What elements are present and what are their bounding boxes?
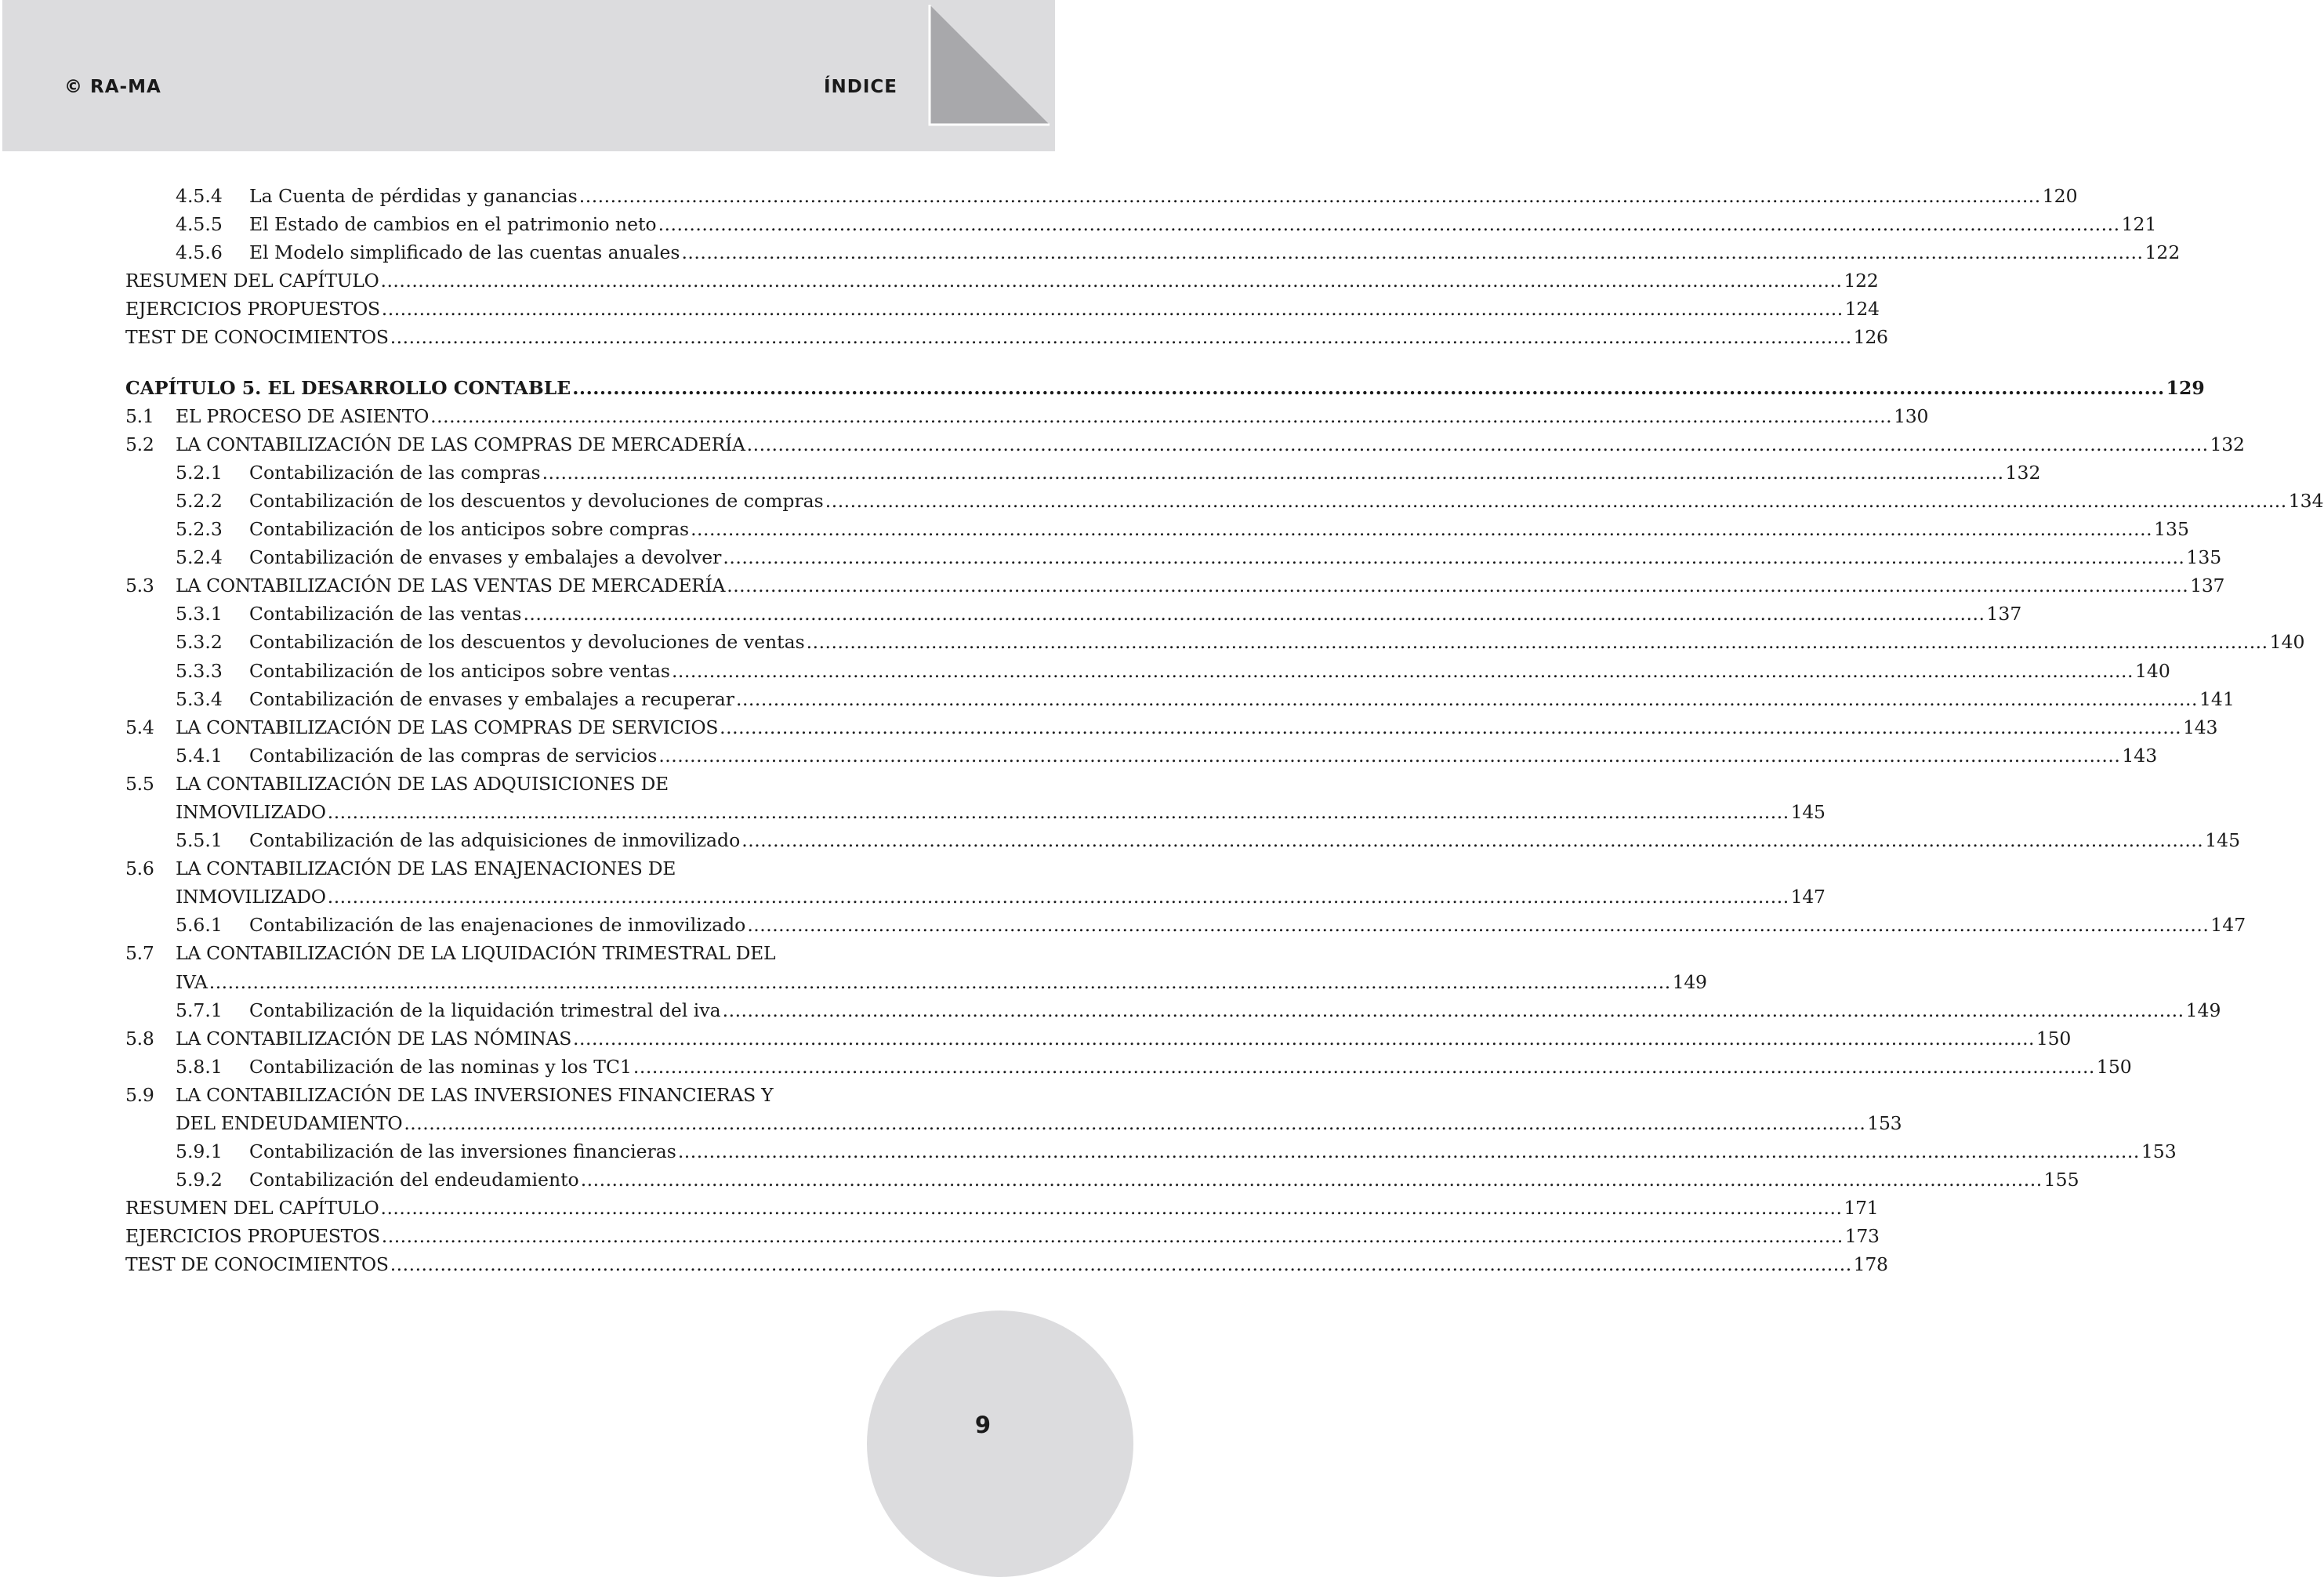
toc-dot-leader [542, 459, 2004, 487]
toc-dot-leader [573, 1024, 2035, 1053]
toc-entry-page: 155 [2043, 1169, 2079, 1191]
toc-entry-number: 4.5.6 [176, 241, 223, 264]
publisher-label: © RA-MA [64, 77, 161, 97]
toc-entry-title-continued: IVA [176, 970, 208, 993]
toc-entry-number: 5.2.3 [176, 518, 223, 541]
toc-entry-number: 5.8 [125, 1027, 154, 1050]
toc-entry [125, 1137, 2177, 1166]
toc-entry-title: Contabilización del endeudamiento [249, 1169, 579, 1191]
toc-entry-page: 140 [2269, 631, 2305, 654]
page-number-badge [867, 1311, 1133, 1577]
toc-entry [125, 487, 2324, 515]
toc-entry-page: 143 [2122, 744, 2158, 767]
toc-dot-leader [825, 487, 2287, 515]
toc-entry-number: 5.1 [125, 404, 154, 427]
toc-entry-page: 143 [2183, 716, 2218, 738]
toc-entry-page: 149 [1672, 970, 1707, 993]
toc-entry-number: 5.7.1 [176, 999, 223, 1021]
toc-entry [125, 770, 867, 798]
toc-entry-title: Contabilización de las enajenaciones de inmovilizado [249, 914, 746, 937]
toc-dot-leader [736, 685, 2198, 713]
toc-dot-leader [658, 741, 2120, 770]
toc-entry-number: 5.6.1 [176, 914, 223, 937]
toc-entry [125, 459, 2041, 487]
toc-dot-leader [723, 996, 2184, 1024]
toc-entry [125, 628, 2305, 656]
toc-entry-number: 5.3.2 [176, 631, 223, 654]
toc-entry-page: 132 [2005, 461, 2041, 484]
toc-chapter-heading [125, 374, 2205, 402]
toc-entry-number: 5.7 [125, 942, 154, 965]
toc-entry-number: 5.2.4 [176, 546, 223, 569]
toc-entry [125, 911, 2246, 939]
toc-entry-page: 122 [2145, 241, 2181, 264]
toc-entry-continuation [125, 883, 1825, 911]
toc-entry-title: LA CONTABILIZACIÓN DE LAS INVERSIONES FINANCIERAS Y [176, 1083, 774, 1106]
toc-entry [125, 1053, 2132, 1081]
toc-entry-title-continued: INMOVILIZADO [176, 886, 326, 908]
toc-dot-leader [572, 374, 2164, 402]
toc-entry [125, 238, 2181, 266]
toc-entry-title: Contabilización de los descuentos y devoluciones de ventas [249, 631, 805, 654]
toc-dot-leader [807, 628, 2268, 656]
toc-entry-title: LA CONTABILIZACIÓN DE LAS ADQUISICIONES DE [176, 772, 669, 795]
toc-entry-page: 122 [1844, 270, 1879, 292]
toc-entry-title: Contabilización de la liquidación trimestral del iva [249, 999, 721, 1021]
toc-entry [125, 685, 2235, 713]
toc-entry [125, 266, 1879, 295]
page-corner-fold [930, 5, 1051, 126]
table-of-contents [125, 182, 2324, 1279]
toc-entry-title-continued: DEL ENDEUDAMIENTO [176, 1112, 403, 1134]
toc-entry-number: 5.5 [125, 772, 154, 795]
toc-entry [125, 543, 2222, 571]
toc-dot-leader [747, 430, 2209, 459]
toc-entry-number: 5.3.4 [176, 687, 223, 710]
toc-dot-leader [741, 826, 2203, 854]
toc-entry-title: EL PROCESO DE ASIENTO [176, 404, 430, 427]
toc-entry-title: CAPÍTULO 5. EL DESARROLLO CONTABLE [125, 376, 571, 399]
toc-entry-page: 149 [2185, 999, 2221, 1021]
toc-entry-number: 5.6 [125, 857, 154, 880]
toc-entry-number: 4.5.4 [176, 185, 223, 207]
toc-dot-leader [723, 543, 2184, 571]
toc-entry-title: LA CONTABILIZACIÓN DE LAS NÓMINAS [176, 1027, 572, 1050]
toc-entry [125, 295, 1880, 323]
toc-entry-continuation [125, 968, 1707, 996]
toc-entry-page: 140 [2134, 659, 2170, 682]
toc-entry-page: 129 [2166, 376, 2205, 399]
toc-entry [125, 657, 2170, 685]
toc-entry-page: 150 [2096, 1055, 2132, 1078]
toc-entry-title: RESUMEN DEL CAPÍTULO [125, 270, 379, 292]
toc-entry-number: 5.2 [125, 433, 154, 455]
toc-dot-leader [678, 1137, 2140, 1166]
toc-dot-leader [390, 323, 1852, 351]
toc-entry [125, 430, 2245, 459]
toc-dot-leader [581, 1166, 2043, 1194]
toc-entry-page: 135 [2154, 518, 2189, 541]
toc-entry-title: Contabilización de las nominas y los TC1 [249, 1055, 632, 1078]
toc-entry-title: LA CONTABILIZACIÓN DE LAS COMPRAS DE MERCADERÍA [176, 433, 745, 455]
toc-entry-page: 178 [1853, 1253, 1888, 1276]
toc-dot-leader [390, 1250, 1852, 1278]
toc-dot-leader [579, 182, 2041, 210]
toc-entry [125, 1250, 1888, 1278]
toc-entry-number: 5.4 [125, 716, 154, 738]
toc-dot-leader [672, 657, 2134, 685]
toc-entry [125, 854, 867, 883]
toc-entry-page: 130 [1894, 404, 1929, 427]
toc-dot-leader [681, 238, 2143, 266]
toc-dot-leader [633, 1053, 2095, 1081]
toc-entry-title: Contabilización de las inversiones financieras [249, 1140, 676, 1163]
toc-entry-number: 5.5.1 [176, 829, 223, 852]
toc-entry-title: LA CONTABILIZACIÓN DE LA LIQUIDACIÓN TRIMESTRAL DEL [176, 942, 776, 965]
toc-entry-title: Contabilización de las ventas [249, 603, 522, 625]
toc-entry-title: Contabilización de los descuentos y devoluciones de compras [249, 489, 824, 512]
toc-entry-title: RESUMEN DEL CAPÍTULO [125, 1197, 379, 1220]
toc-dot-leader [380, 1194, 1842, 1222]
toc-dot-leader [720, 713, 2181, 741]
toc-entry-number: 5.9.2 [176, 1169, 223, 1191]
toc-entry-page: 135 [2186, 546, 2222, 569]
toc-dot-leader [382, 295, 1844, 323]
toc-entry-continuation [125, 798, 1825, 826]
toc-entry [125, 996, 2221, 1024]
toc-entry-title: Contabilización de las compras [249, 461, 541, 484]
section-title: ÍNDICE [823, 77, 897, 97]
toc-entry-page: 145 [1790, 800, 1825, 823]
toc-entry-number: 5.9 [125, 1083, 154, 1106]
toc-entry-page: 153 [1867, 1112, 1902, 1134]
toc-entry-page: 141 [2199, 687, 2235, 710]
toc-entry-title: TEST DE CONOCIMIENTOS [125, 326, 389, 349]
toc-entry [125, 515, 2189, 543]
toc-dot-leader [404, 1109, 1865, 1137]
toc-entry-title: LA CONTABILIZACIÓN DE LAS VENTAS DE MERCADERÍA [176, 575, 726, 597]
toc-dot-leader [691, 515, 2152, 543]
toc-entry-page: 132 [2210, 433, 2245, 455]
toc-entry-title: Contabilización de envases y embalajes a recuperar [249, 687, 734, 710]
toc-entry-title: LA CONTABILIZACIÓN DE LAS ENAJENACIONES DE [176, 857, 676, 880]
toc-entry-number: 5.2.2 [176, 489, 223, 512]
toc-entry-page: 145 [2205, 829, 2241, 852]
toc-entry-page: 134 [2288, 489, 2324, 512]
toc-entry-continuation [125, 1109, 1902, 1137]
toc-entry [125, 182, 2078, 210]
toc-entry-page: 153 [2141, 1140, 2177, 1163]
toc-dot-leader [747, 911, 2209, 939]
toc-dot-leader [328, 883, 1789, 911]
toc-dot-leader [658, 210, 2120, 238]
page-number: 9 [974, 1412, 992, 1438]
toc-entry [125, 713, 2218, 741]
toc-entry-page: 150 [2036, 1027, 2071, 1050]
toc-entry-title: EJERCICIOS PROPUESTOS [125, 1225, 380, 1248]
toc-entry [125, 1166, 2079, 1194]
toc-entry-title: La Cuenta de pérdidas y ganancias [249, 185, 578, 207]
toc-entry-title-continued: INMOVILIZADO [176, 800, 326, 823]
toc-entry-number: 5.3.3 [176, 659, 223, 682]
toc-entry [125, 571, 2225, 600]
toc-entry-page: 120 [2042, 185, 2078, 207]
toc-entry [125, 1222, 1880, 1250]
toc-dot-leader [328, 798, 1789, 826]
toc-entry-number: 5.2.1 [176, 461, 223, 484]
toc-entry-page: 171 [1844, 1197, 1879, 1220]
toc-entry-title: Contabilización de las compras de servicios [249, 744, 658, 767]
toc-entry-page: 137 [2190, 575, 2225, 597]
toc-entry [125, 600, 2022, 628]
toc-entry [125, 1024, 2071, 1053]
toc-entry-title: Contabilización de las adquisiciones de inmovilizado [249, 829, 741, 852]
toc-entry [125, 939, 867, 967]
toc-dot-leader [382, 1222, 1844, 1250]
toc-entry-number: 5.8.1 [176, 1055, 223, 1078]
toc-entry-title: El Modelo simplificado de las cuentas anuales [249, 241, 680, 264]
toc-entry [125, 1081, 867, 1109]
toc-entry-number: 5.3.1 [176, 603, 223, 625]
toc-entry-page: 137 [1986, 603, 2022, 625]
toc-entry-page: 126 [1853, 326, 1888, 349]
toc-entry-number: 5.4.1 [176, 744, 223, 767]
toc-entry-title: Contabilización de envases y embalajes a devolver [249, 546, 722, 569]
toc-entry-page: 147 [2210, 914, 2246, 937]
toc-entry-title: LA CONTABILIZACIÓN DE LAS COMPRAS DE SERVICIOS [176, 716, 719, 738]
toc-entry [125, 323, 1888, 351]
toc-entry-title: TEST DE CONOCIMIENTOS [125, 1253, 389, 1276]
toc-entry [125, 1194, 1879, 1222]
toc-entry-title: EJERCICIOS PROPUESTOS [125, 298, 380, 321]
toc-entry-number: 5.3 [125, 575, 154, 597]
toc-entry-page: 124 [1844, 298, 1880, 321]
toc-dot-leader [430, 402, 1892, 430]
toc-dot-leader [209, 968, 1671, 996]
header-band [2, 0, 1055, 151]
toc-entry-page: 121 [2121, 213, 2157, 236]
toc-entry-page: 147 [1790, 886, 1825, 908]
toc-entry-title: Contabilización de los anticipos sobre ventas [249, 659, 670, 682]
toc-entry-title: Contabilización de los anticipos sobre compras [249, 518, 690, 541]
toc-entry [125, 402, 1929, 430]
toc-entry-number: 5.9.1 [176, 1140, 223, 1163]
toc-entry-title: El Estado de cambios en el patrimonio neto [249, 213, 657, 236]
toc-dot-leader [523, 600, 1985, 628]
toc-entry [125, 210, 2157, 238]
toc-entry-number: 4.5.5 [176, 213, 223, 236]
toc-entry-page: 173 [1844, 1225, 1880, 1248]
toc-entry [125, 741, 2158, 770]
toc-entry [125, 826, 2241, 854]
toc-dot-leader [727, 571, 2188, 600]
toc-dot-leader [380, 266, 1842, 295]
